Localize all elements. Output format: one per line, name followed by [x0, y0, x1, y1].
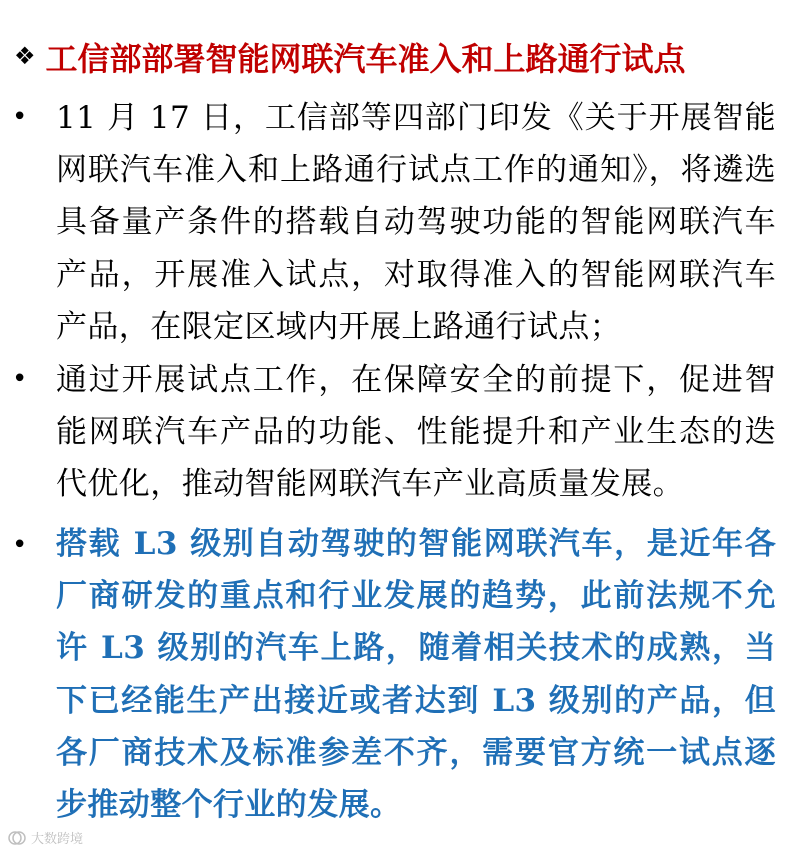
logo-icon — [8, 831, 26, 845]
paragraph-3: 搭载 L3 级别自动驾驶的智能网联汽车，是近年各厂商研发的重点和行业发展的趋势，此前法规不允许 L3 级别的汽车上路，随着相关技术的成熟，当下已经能生产出接近或者达到 L3 级别的产品，但各厂商技术及标准参差不齐，需要官方统一试点逐步推动整个行业的发展。 — [56, 526, 776, 824]
bullet-dot-icon: • — [12, 530, 28, 560]
slide-heading — [14, 34, 779, 80]
heading-text: 工信部部署智能网联汽车准入和上路通行试点 — [45, 40, 686, 78]
diamond-bullet-icon: ❖ — [14, 42, 36, 70]
bullet-dot-icon: • — [12, 102, 28, 132]
bullet-dot-icon: • — [12, 364, 28, 394]
watermark-text: 大数跨境 — [31, 832, 84, 847]
paragraph-1: 11 月 17 日，工信部等四部门印发《关于开展智能网联汽车准入和上路通行试点工作的通知》，将遴选具备量产条件的搭载自动驾驶功能的智能网联汽车产品，开展准入试点，对取得准入的智能网联汽车产品，在限定区域内开展上路通行试点； — [56, 100, 776, 345]
paragraph-2: 通过开展试点工作，在保障安全的前提下，促进智能网联汽车产品的功能、性能提升和产业生态的迭代优化，推动智能网联汽车产业高质量发展。 — [56, 362, 776, 503]
watermark — [8, 828, 83, 847]
